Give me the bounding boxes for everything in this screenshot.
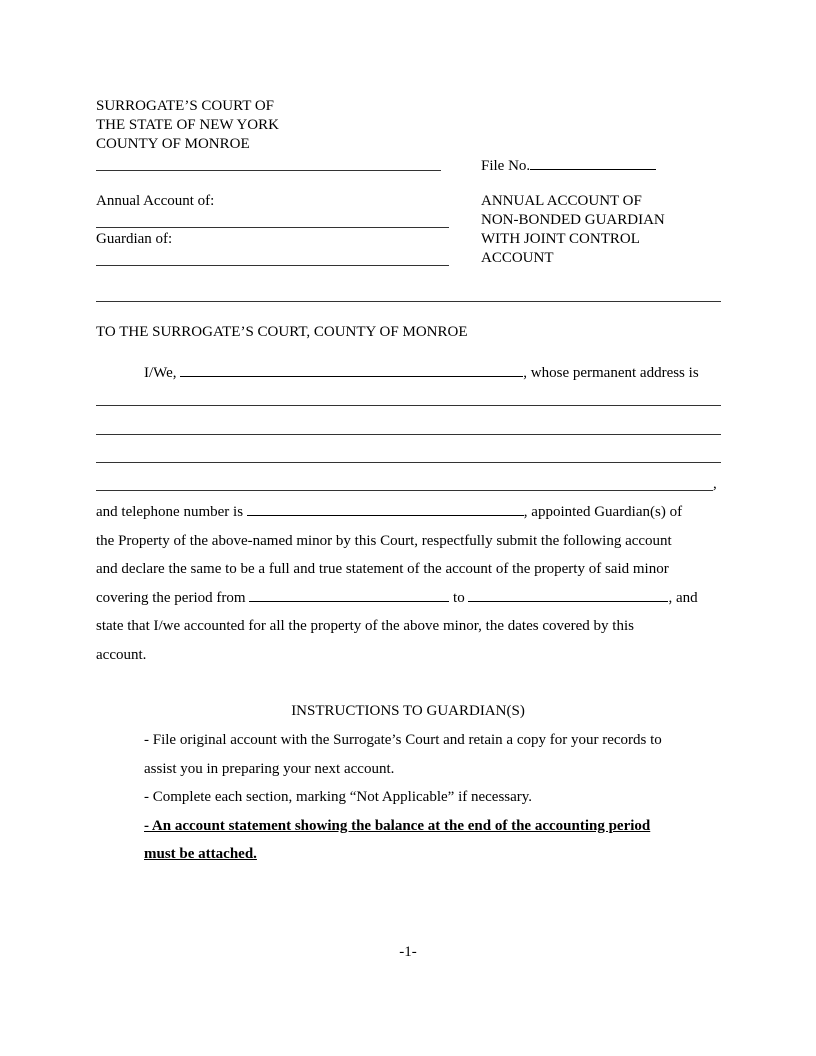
guardian-name-line bbox=[144, 362, 699, 383]
instruction-1-line-2: assist you in preparing your next account. bbox=[144, 760, 395, 777]
period-line bbox=[96, 584, 726, 613]
period-from-blank[interactable] bbox=[249, 587, 449, 602]
file-number-field[interactable] bbox=[481, 155, 656, 176]
instructions-list bbox=[144, 726, 704, 869]
page-number: -1- bbox=[399, 944, 417, 960]
address-blank-3[interactable] bbox=[96, 462, 721, 463]
account-line: account. bbox=[96, 646, 147, 663]
form-title-line-1: ANNUAL ACCOUNT OF bbox=[481, 193, 642, 209]
phone-line bbox=[96, 498, 726, 527]
court-name-line-1: SURROGATE’S COURT OF bbox=[96, 98, 275, 114]
instruction-3-line-2: must be attached. bbox=[144, 846, 257, 862]
caption-rule-bottom bbox=[96, 301, 721, 302]
annual-account-label: Annual Account of: bbox=[96, 193, 215, 209]
addressee-heading: TO THE SURROGATE’S COURT, COUNTY OF MONROE bbox=[96, 324, 468, 340]
iwe-prefix: I/We, bbox=[144, 365, 177, 381]
file-number-blank[interactable] bbox=[530, 155, 656, 170]
instruction-1-line-1: - File original account with the Surrogate’s Court and retain a copy for your records to bbox=[144, 732, 662, 748]
iwe-suffix: , whose permanent address is bbox=[523, 365, 699, 381]
form-title-line-3: WITH JOINT CONTROL bbox=[481, 231, 640, 247]
address-end-comma: , bbox=[713, 476, 717, 492]
phone-blank[interactable] bbox=[247, 501, 524, 516]
account-declaration-paragraph bbox=[96, 498, 726, 669]
declare-line: and declare the same to be a full and true statement of the account of the property of said minor bbox=[96, 561, 669, 577]
instruction-3-line-1: - An account statement showing the balance at the end of the accounting period bbox=[144, 817, 651, 834]
address-blank-1[interactable] bbox=[96, 405, 721, 406]
guardian-blank[interactable] bbox=[96, 265, 449, 266]
period-to-blank[interactable] bbox=[468, 587, 668, 602]
period-suffix: , and bbox=[668, 589, 698, 606]
property-line: the Property of the above-named minor by this Court, respectfully submit the following account bbox=[96, 532, 672, 549]
address-blank-4[interactable] bbox=[96, 490, 713, 491]
file-number-label: File No. bbox=[481, 158, 531, 174]
guardian-name-blank[interactable] bbox=[180, 362, 523, 377]
guardian-label: Guardian of: bbox=[96, 231, 173, 247]
form-title-line-4: ACCOUNT bbox=[481, 250, 554, 266]
period-to: to bbox=[453, 589, 465, 606]
address-blank-2[interactable] bbox=[96, 434, 721, 435]
annual-account-blank[interactable] bbox=[96, 227, 449, 228]
court-name-line-3: COUNTY OF MONROE bbox=[96, 136, 250, 152]
form-title-line-2: NON-BONDED GUARDIAN bbox=[481, 212, 665, 228]
period-prefix: covering the period from bbox=[96, 589, 246, 606]
caption-rule-top bbox=[96, 170, 441, 171]
court-name-line-2: THE STATE OF NEW YORK bbox=[96, 117, 279, 133]
phone-prefix: and telephone number is bbox=[96, 504, 244, 520]
state-line: state that I/we accounted for all the property of the above minor, the dates covered by this bbox=[96, 618, 634, 634]
instruction-2: - Complete each section, marking “Not Applicable” if necessary. bbox=[144, 789, 533, 805]
phone-suffix: , appointed Guardian(s) of bbox=[523, 504, 683, 520]
instructions-heading: INSTRUCTIONS TO GUARDIAN(S) bbox=[291, 703, 525, 719]
